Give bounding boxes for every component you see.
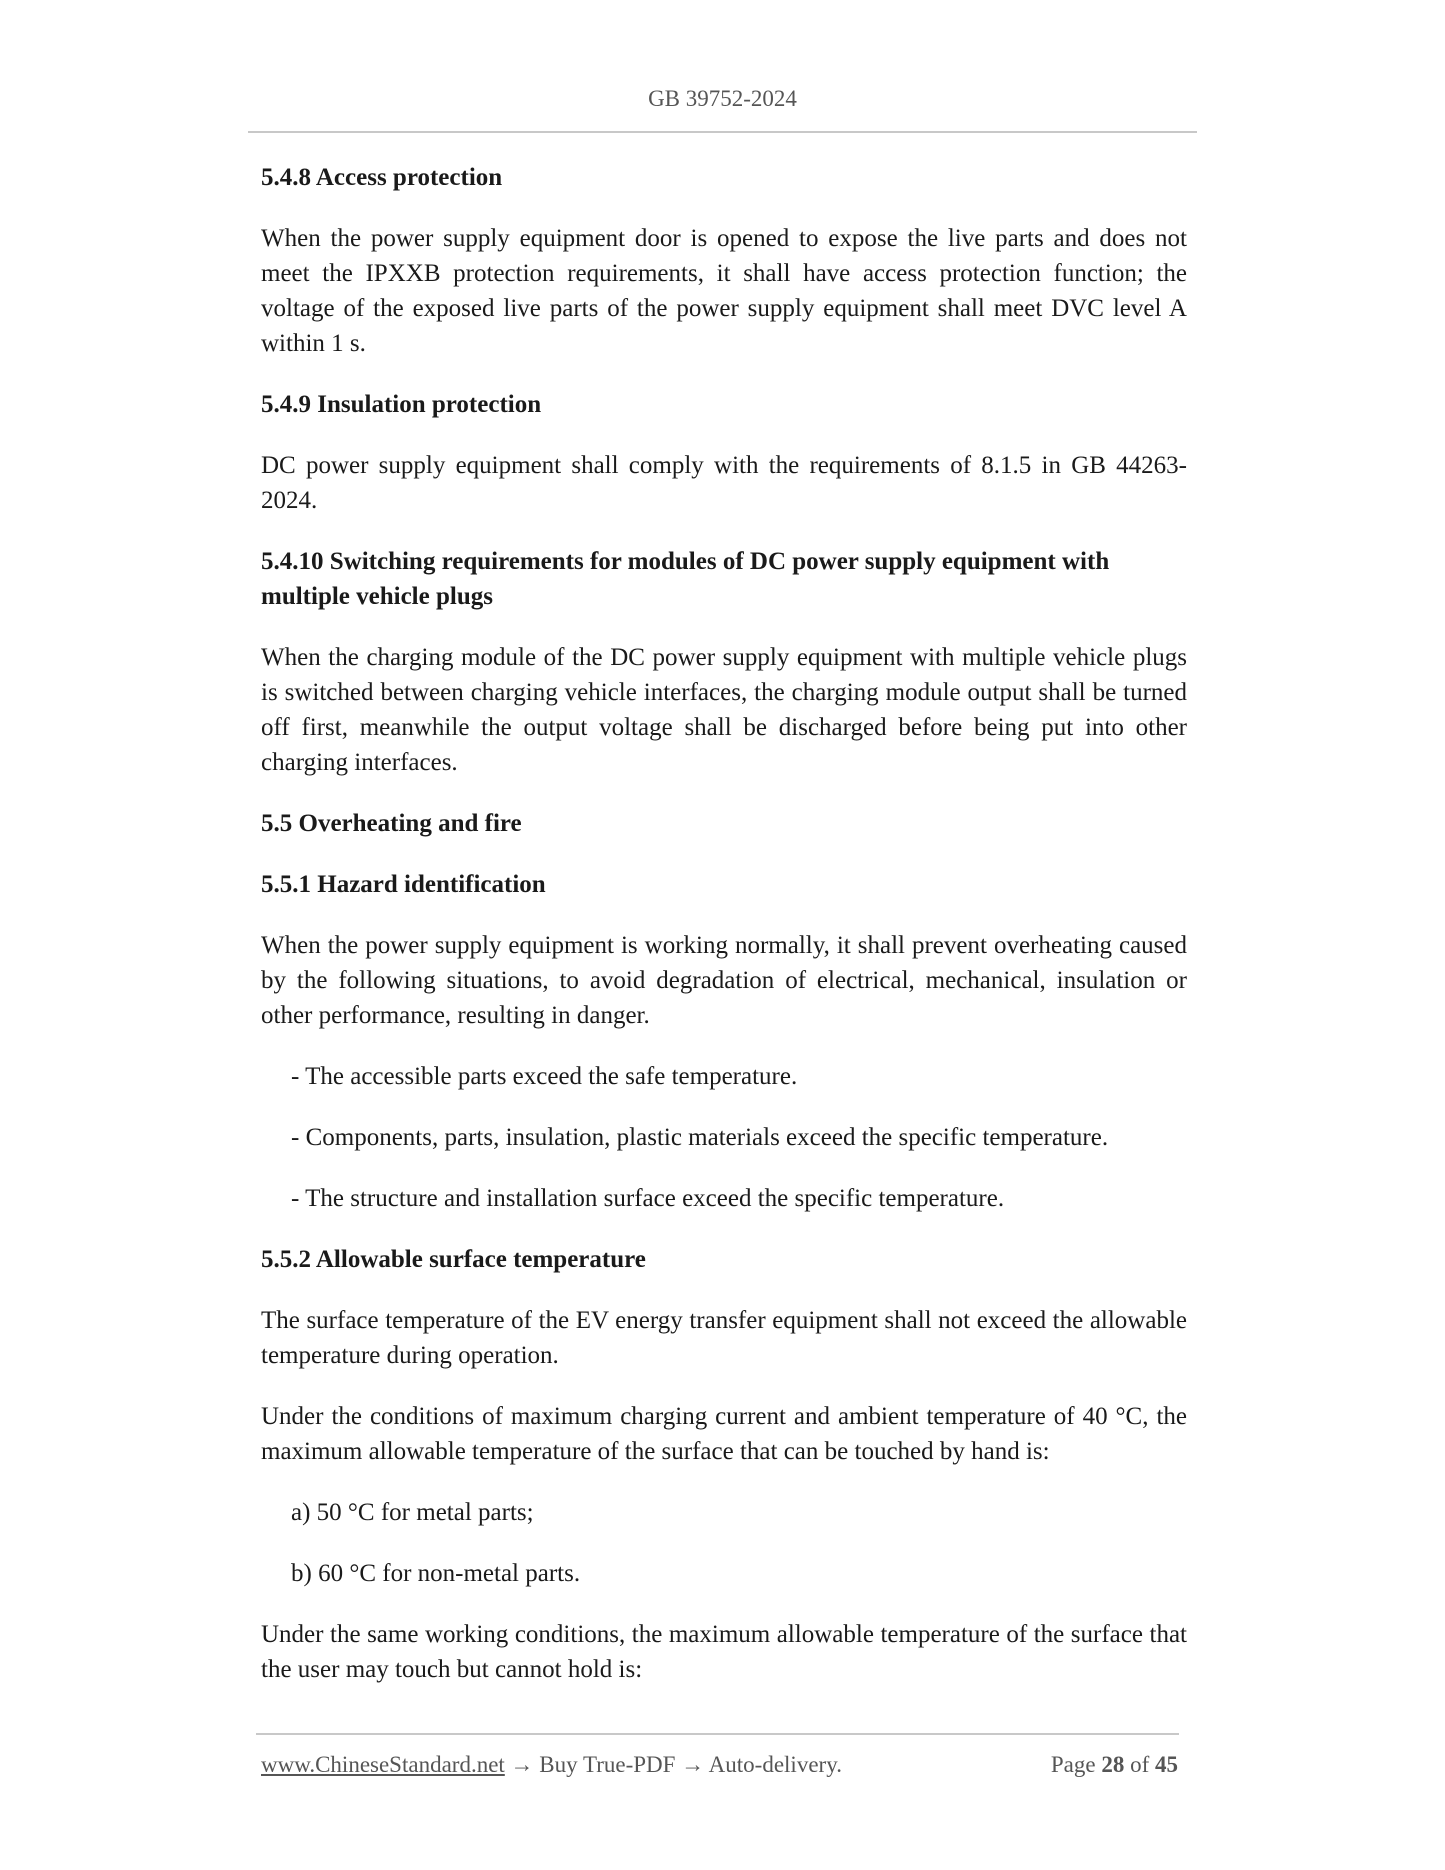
paragraph: When the power supply equipment door is opened to expose the live parts and does not meet the IPXXB protection requirements, it shall have access protection function; the voltage of the exposed live parts of the power supply equipment shall meet DVC level A within 1 s. xyxy=(261,225,1187,357)
total-pages-number: 45 xyxy=(1155,1752,1178,1777)
section-heading-5-5: 5.5 Overheating and fire xyxy=(261,810,522,837)
list-item: b) 60 °C for non-metal parts. xyxy=(291,1560,581,1587)
arrow-right-icon: → xyxy=(681,1752,705,1777)
footer-promo xyxy=(261,1752,842,1778)
list-item: - The accessible parts exceed the safe temperature. xyxy=(291,1063,798,1090)
page-footer xyxy=(261,1752,1178,1778)
list-item: - The structure and installation surface exceed the specific temperature. xyxy=(291,1185,1005,1212)
website-link[interactable]: www.ChineseStandard.net xyxy=(261,1752,505,1777)
section-heading-5-4-9: 5.4.9 Insulation protection xyxy=(261,391,542,418)
section-heading-5-4-8: 5.4.8 Access protection xyxy=(261,164,503,191)
section-heading-5-5-1: 5.5.1 Hazard identification xyxy=(261,871,546,898)
current-page-number: 28 xyxy=(1101,1752,1125,1777)
paragraph: The surface temperature of the EV energy transfer equipment shall not exceed the allowable temperature during operation. xyxy=(261,1307,1187,1369)
buy-pdf-text: Buy True-PDF xyxy=(539,1752,676,1777)
list-item: a) 50 °C for metal parts; xyxy=(291,1499,534,1526)
paragraph: Under the conditions of maximum charging current and ambient temperature of 40 °C, the maximum allowable temperature of the surface that can be touched by hand is: xyxy=(261,1403,1187,1465)
auto-delivery-text: Auto-delivery. xyxy=(708,1752,842,1777)
paragraph: DC power supply equipment shall comply with the requirements of 8.1.5 in GB 44263-2024. xyxy=(261,452,1187,514)
paragraph: When the charging module of the DC power supply equipment with multiple vehicle plugs is switched between charging vehicle interfaces, the charging module output shall be turned off first, meanwhile the output voltage shall be discharged before being put into other charging interfaces. xyxy=(261,644,1187,776)
header-divider xyxy=(248,131,1197,133)
page-header-title: GB 39752-2024 xyxy=(648,86,797,111)
footer-divider xyxy=(256,1733,1179,1735)
document-body xyxy=(261,160,1187,1713)
section-heading-5-4-10: 5.4.10 Switching requirements for modules of DC power supply equipment with multiple vehicle plugs xyxy=(261,548,1110,610)
paragraph: When the power supply equipment is working normally, it shall prevent overheating caused by the following situations, to avoid degradation of electrical, mechanical, insulation or other performance, resulting in danger. xyxy=(261,932,1187,1029)
arrow-right-icon: → xyxy=(510,1752,534,1777)
list-item: - Components, parts, insulation, plastic materials exceed the specific temperature. xyxy=(291,1124,1109,1151)
section-heading-5-5-2: 5.5.2 Allowable surface temperature xyxy=(261,1246,646,1273)
paragraph: Under the same working conditions, the maximum allowable temperature of the surface that the user may touch but cannot hold is: xyxy=(261,1621,1187,1683)
of-label: of xyxy=(1130,1752,1150,1777)
page-label: Page xyxy=(1050,1752,1096,1777)
page-counter xyxy=(1051,1752,1178,1778)
